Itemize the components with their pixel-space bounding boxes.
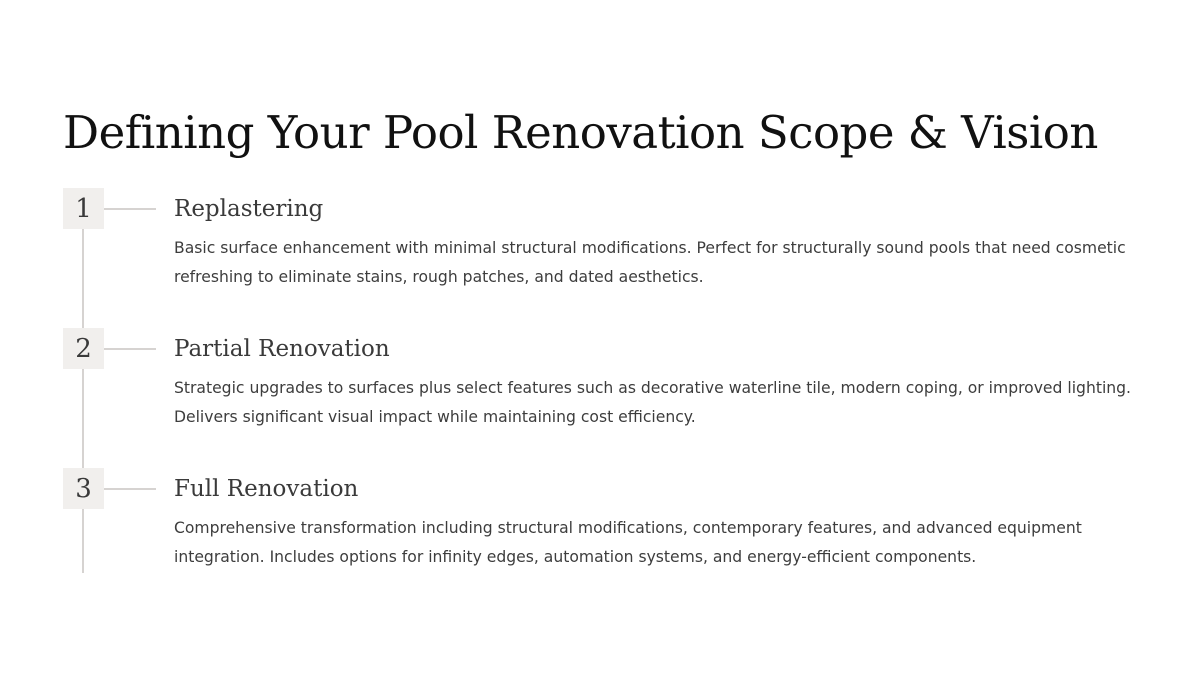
step-item: [0, 328, 1200, 458]
step-item: [0, 468, 1200, 598]
step-connector-line: [104, 488, 156, 490]
step-connector-line: [104, 208, 156, 210]
step-number-badge: 1: [63, 188, 104, 229]
step-heading: Replastering: [174, 196, 324, 222]
slide-title: Defining Your Pool Renovation Scope & Vision: [63, 106, 1098, 159]
step-number-badge: 3: [63, 468, 104, 509]
step-description: Basic surface enhancement with minimal structural modifications. Perfect for structurally sound pools that need cosmetic refreshing to eliminate stains, rough patches, and dated aesthetics.: [174, 239, 1126, 286]
step-description: Comprehensive transformation including structural modifications, contemporary features, and advanced equipment integration. Includes options for infinity edges, automation systems, and energy-efficient components.: [174, 519, 1082, 566]
step-number-badge: 2: [63, 328, 104, 369]
step-heading: Full Renovation: [174, 476, 359, 502]
step-description: Strategic upgrades to surfaces plus select features such as decorative waterline tile, modern coping, or improved lighting. Delivers significant visual impact while maintaining cost efficiency.: [174, 379, 1132, 426]
step-item: [0, 188, 1200, 318]
step-heading: Partial Renovation: [174, 336, 390, 362]
step-connector-line: [104, 348, 156, 350]
